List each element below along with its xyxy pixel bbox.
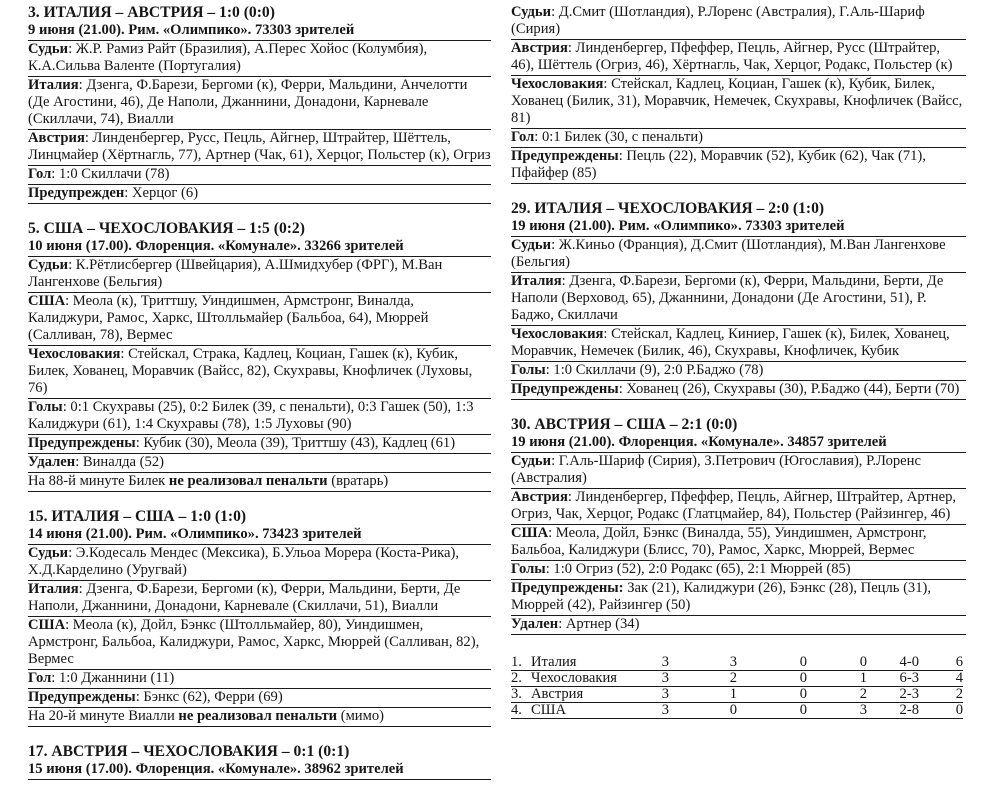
match-detail-line: [28, 617, 491, 670]
match-title: 3. ИТАЛИЯ – АВСТРИЯ – 1:0 (0:0): [28, 4, 275, 21]
standings-goals: 4-0: [867, 655, 919, 671]
detail-text: : Линденбергер, Русс, Пецль, Айгнер, Штрайтер, Шёттель, Линцмайер (Хёртнагль, 77), Артнер (Чак, 61), Херцог, Польстер (к), Огриз: [28, 130, 491, 163]
standings-games: 3: [641, 687, 669, 703]
detail-label: США: [28, 617, 66, 633]
detail-text: : Хованец (26), Скухравы (30), Р.Баджо (44), Берти (70): [618, 381, 960, 397]
match-detail-line: [28, 130, 491, 166]
standings-wins: 1: [669, 687, 737, 703]
standings-losses: 0: [807, 655, 867, 671]
detail-text: : Ж.Киньо (Франция), Д.Смит (Шотландия), М.Ван Лангенхове (Бельгия): [511, 237, 946, 270]
detail-text: : Линденбергер, Пфеффер, Пецль, Айгнер, Штрайтер, Артнер, Огриз, Чак, Херцог, Родакс (Глатцмайер, 84), Польстер (Райзингер, 46): [511, 489, 957, 522]
standings-points: 0: [919, 703, 963, 719]
match-detail-line: [28, 689, 491, 708]
left-column: [28, 4, 491, 796]
detail-label: Судьи: [511, 453, 552, 469]
detail-label: Австрия: [511, 40, 568, 56]
match-detail-line: [28, 399, 491, 435]
detail-text-after: (вратарь): [327, 473, 389, 489]
standings-wins: 3: [669, 655, 737, 671]
match-detail-line: [511, 362, 966, 381]
detail-label: США: [511, 525, 549, 541]
match-block: [511, 4, 966, 184]
detail-text: : Ж.Р. Рамиз Райт (Бразилия), А.Перес Хойос (Колумбия), К.А.Сильва Валенте (Португалия): [28, 41, 428, 74]
match-info: 15 июня (17.00). Флоренция. «Комунале». 38962 зрителей: [28, 761, 491, 780]
standings-losses: 2: [807, 687, 867, 703]
standings-draws: 0: [737, 703, 807, 719]
match-info: 14 июня (21.00). Рим. «Олимпико». 73423 зрителей: [28, 526, 491, 545]
standings-position: 1.: [511, 655, 531, 671]
detail-text: : Г.Аль-Шариф (Сирия), З.Петрович (Югославия), Р.Лоренс (Австралия): [511, 453, 921, 486]
match-detail-line: [28, 435, 491, 454]
standings-losses: 3: [807, 703, 867, 719]
detail-text: : Дзенга, Ф.Барези, Бергоми (к), Ферри, Мальдини, Берти, Де Наполи (Верховод, 65), Джаннини, Донадони (Де Агостини, 51), Р. Баджо, Скиллачи: [511, 273, 944, 323]
detail-text: : 1:0 Огриз (52), 2:0 Родакс (65), 2:1 Мюррей (85): [545, 561, 851, 577]
standings-table: [511, 655, 963, 719]
detail-text: : Э.Кодесаль Мендес (Мексика), Б.Ульоа Морера (Коста-Рика), Х.Д.Карделино (Уругвай): [28, 545, 460, 578]
match-detail-line: [511, 453, 966, 489]
detail-text: : Кубик (30), Меола (39), Триттшу (43), Кадлец (61): [135, 435, 456, 451]
detail-label: Предупреждены: [511, 381, 619, 397]
match-title: 5. США – ЧЕХОСЛОВАКИЯ – 1:5 (0:2): [28, 220, 305, 237]
standings-losses: 1: [807, 671, 867, 687]
match-detail-line: [28, 185, 491, 204]
detail-label: Судьи: [511, 237, 552, 253]
detail-label: Австрия: [28, 130, 85, 146]
match-block: [28, 508, 491, 727]
detail-label: Удален: [511, 616, 559, 632]
detail-emphasis: не реализовал пенальти: [178, 708, 338, 724]
detail-text: : Меола, Дойл, Бэнкс (Виналда, 55), Уиндишмен, Армстронг, Бальбоа, Калиджури (Блисс, 70), Рамос, Харкс, Мюррей, Вермес: [511, 525, 927, 558]
match-detail-line: [511, 326, 966, 362]
detail-label: Чехословакия: [511, 76, 604, 92]
detail-label: Предупреждены: [28, 435, 136, 451]
detail-text-after: (мимо): [337, 708, 385, 724]
detail-label: Предупреждены: [28, 689, 136, 705]
detail-label: Судьи: [28, 545, 69, 561]
detail-label: Гол: [28, 166, 52, 182]
detail-text: : Пецль (22), Моравчик (52), Кубик (62), Чак (71), Пфайфер (85): [511, 148, 926, 181]
standings-team-name: Италия: [531, 655, 641, 671]
right-matches: [511, 4, 966, 635]
standings-draws: 0: [737, 655, 807, 671]
detail-text: : Линденбергер, Пфеффер, Пецль, Айгнер, Русс (Штрайтер, 46), Шёттель (Огриз, 46), Хёртнагль, Чак, Херцог, Родакс, Польстер (к): [511, 40, 953, 73]
match-detail-line: [28, 293, 491, 346]
detail-label: Италия: [28, 77, 79, 93]
detail-label: Италия: [511, 273, 562, 289]
match-detail-line: [28, 545, 491, 581]
detail-label: Чехословакия: [28, 346, 121, 362]
detail-text: : Стейскал, Кадлец, Коциан, Гашек (к), Кубик, Билек, Хованец (Билик, 31), Моравчик, Немечек, Скухравы, Кнофличек (Вайсс, 81): [511, 76, 963, 126]
detail-text: : 1:0 Джаннини (11): [51, 670, 175, 686]
match-title: 30. АВСТРИЯ – США – 2:1 (0:0): [511, 416, 738, 433]
match-block: [511, 200, 966, 400]
detail-label: Судьи: [511, 4, 552, 20]
standings-goals: 2-8: [867, 703, 919, 719]
standings-games: 3: [641, 655, 669, 671]
standings-row: [511, 687, 963, 703]
match-detail-line: [28, 581, 491, 617]
detail-text: : 1:0 Скиллачи (78): [51, 166, 170, 182]
standings-body: [511, 655, 963, 719]
match-info: 10 июня (17.00). Флоренция. «Комунале». 33266 зрителей: [28, 238, 491, 257]
detail-label: Судьи: [28, 257, 69, 273]
match-detail-line: [28, 77, 491, 130]
detail-label: Голы: [511, 561, 546, 577]
detail-text: : Стейскал, Кадлец, Киниер, Гашек (к), Билек, Хованец, Моравчик, Немечек (Билик, 46), Скухравы, Кнофличек, Кубик: [511, 326, 950, 359]
standings-games: 3: [641, 703, 669, 719]
standings-draws: 0: [737, 687, 807, 703]
detail-label: Судьи: [28, 41, 69, 57]
match-detail-line: [511, 561, 966, 580]
standings-team-name: Чехословакия: [531, 671, 641, 687]
standings-position: 3.: [511, 687, 531, 703]
detail-text: На 88-й минуте Билек: [28, 473, 169, 489]
standings-games: 3: [641, 671, 669, 687]
detail-text: Зак (21), Калиджури (26), Бэнкс (28), Пецль (31), Мюррей (42), Райзингер (50): [511, 580, 932, 613]
match-title: 15. ИТАЛИЯ – США – 1:0 (1:0): [28, 508, 247, 525]
detail-text: : Дзенга, Ф.Барези, Бергоми (к), Ферри, Мальдини, Анчелотти (Де Агостини, 46), Де Наполи, Джаннини, Донадони, Карневале (Скиллачи, 74), Виалли: [28, 77, 468, 127]
detail-text: : Артнер (34): [558, 616, 640, 632]
standings-goals: 2-3: [867, 687, 919, 703]
detail-label: Гол: [28, 670, 52, 686]
detail-label: Удален: [28, 454, 76, 470]
standings-wins: 2: [669, 671, 737, 687]
match-detail-line: [511, 525, 966, 561]
detail-text: : Бэнкс (62), Ферри (69): [135, 689, 283, 705]
match-detail-line: [511, 616, 966, 635]
standings-position: 2.: [511, 671, 531, 687]
detail-text: На 20-й минуте Виалли: [28, 708, 179, 724]
match-detail-line: [28, 346, 491, 399]
detail-label: Голы: [511, 362, 546, 378]
standings-row: [511, 671, 963, 687]
match-detail-line: [511, 489, 966, 525]
match-detail-line: [511, 381, 966, 400]
match-detail-line: [28, 708, 491, 727]
match-info: 19 июня (21.00). Рим. «Олимпико». 73303 зрителей: [511, 218, 966, 237]
match-detail-line: [511, 40, 966, 76]
detail-text: : Меола (к), Триттшу, Уиндишмен, Армстронг, Виналда, Калиджури, Рамос, Харкс, Штолльмайер (Бальбоа, 64), Мюррей (Салливан, 78), Вермес: [28, 293, 429, 343]
detail-text: : Д.Смит (Шотландия), Р.Лоренс (Австралия), Г.Аль-Шариф (Сирия): [511, 4, 925, 37]
match-detail-line: [28, 670, 491, 689]
match-detail-line: [511, 4, 966, 40]
detail-label: Предупреждены:: [511, 580, 624, 596]
detail-label: Гол: [511, 129, 535, 145]
match-detail-line: [511, 129, 966, 148]
match-detail-line: [511, 273, 966, 326]
detail-text: : 0:1 Скухравы (25), 0:2 Билек (39, с пенальти), 0:3 Гашек (50), 1:3 Калиджури (61), 1:4 Скухравы (78), 1:5 Луховы (90): [28, 399, 474, 432]
detail-text: : Меола (к), Дойл, Бэнкс (Штолльмайер, 80), Уиндишмен, Армстронг, Бальбоа, Калиджури, Рамос, Харкс, Мюррей (Салливан, 82), Вермес: [28, 617, 480, 667]
match-detail-line: [511, 580, 966, 616]
match-info: 9 июня (21.00). Рим. «Олимпико». 73303 зрителей: [28, 22, 491, 41]
match-detail-line: [28, 473, 491, 492]
match-block: [28, 4, 491, 204]
standings-row: [511, 703, 963, 719]
standings-wins: 0: [669, 703, 737, 719]
detail-label: Италия: [28, 581, 79, 597]
detail-label: Австрия: [511, 489, 568, 505]
detail-text: : 1:0 Скиллачи (9), 2:0 Р.Баджо (78): [545, 362, 764, 378]
standings-points: 2: [919, 687, 963, 703]
right-column: [511, 4, 966, 719]
match-block: [28, 220, 491, 492]
standings-team-name: США: [531, 703, 641, 719]
standings-row: [511, 655, 963, 671]
standings-goals: 6-3: [867, 671, 919, 687]
detail-text: : Стейскал, Страка, Кадлец, Коциан, Гашек (к), Кубик, Билек, Хованец, Моравчик (Вайсс, 82), Скухравы, Кнофличек (Луховы, 76): [28, 346, 473, 396]
standings-position: 4.: [511, 703, 531, 719]
detail-label: Предупреждены: [511, 148, 619, 164]
match-info: 19 июня (21.00). Флоренция. «Комунале». 34857 зрителей: [511, 434, 966, 453]
detail-emphasis: не реализовал пенальти: [168, 473, 328, 489]
match-block: [28, 743, 491, 780]
match-block: [511, 416, 966, 635]
detail-label: Чехословакия: [511, 326, 604, 342]
match-title: 29. ИТАЛИЯ – ЧЕХОСЛОВАКИЯ – 2:0 (1:0): [511, 200, 825, 217]
standings-points: 6: [919, 655, 963, 671]
match-title: 17. АВСТРИЯ – ЧЕХОСЛОВАКИЯ – 0:1 (0:1): [28, 743, 350, 760]
match-detail-line: [28, 454, 491, 473]
match-detail-line: [511, 76, 966, 129]
detail-text: : К.Рётлисбергер (Швейцария), А.Шмидхубер (ФРГ), М.Ван Лангенхове (Бельгия): [28, 257, 443, 290]
detail-text: : Дзенга, Ф.Барези, Бергоми (к), Ферри, Мальдини, Берти, Де Наполи, Джаннини, Донадони, Карневале (Скиллачи, 51), Виалли: [28, 581, 461, 614]
match-detail-line: [511, 148, 966, 184]
standings-draws: 0: [737, 671, 807, 687]
match-detail-line: [511, 237, 966, 273]
detail-text: : Виналда (52): [75, 454, 164, 470]
detail-label: Предупрежден: [28, 185, 125, 201]
match-detail-line: [28, 41, 491, 77]
match-detail-line: [28, 166, 491, 185]
match-detail-line: [28, 257, 491, 293]
detail-text: : Херцог (6): [124, 185, 199, 201]
standings-points: 4: [919, 671, 963, 687]
detail-text: : 0:1 Билек (30, с пенальти): [534, 129, 703, 145]
detail-label: США: [28, 293, 66, 309]
standings-team-name: Австрия: [531, 687, 641, 703]
detail-label: Голы: [28, 399, 63, 415]
